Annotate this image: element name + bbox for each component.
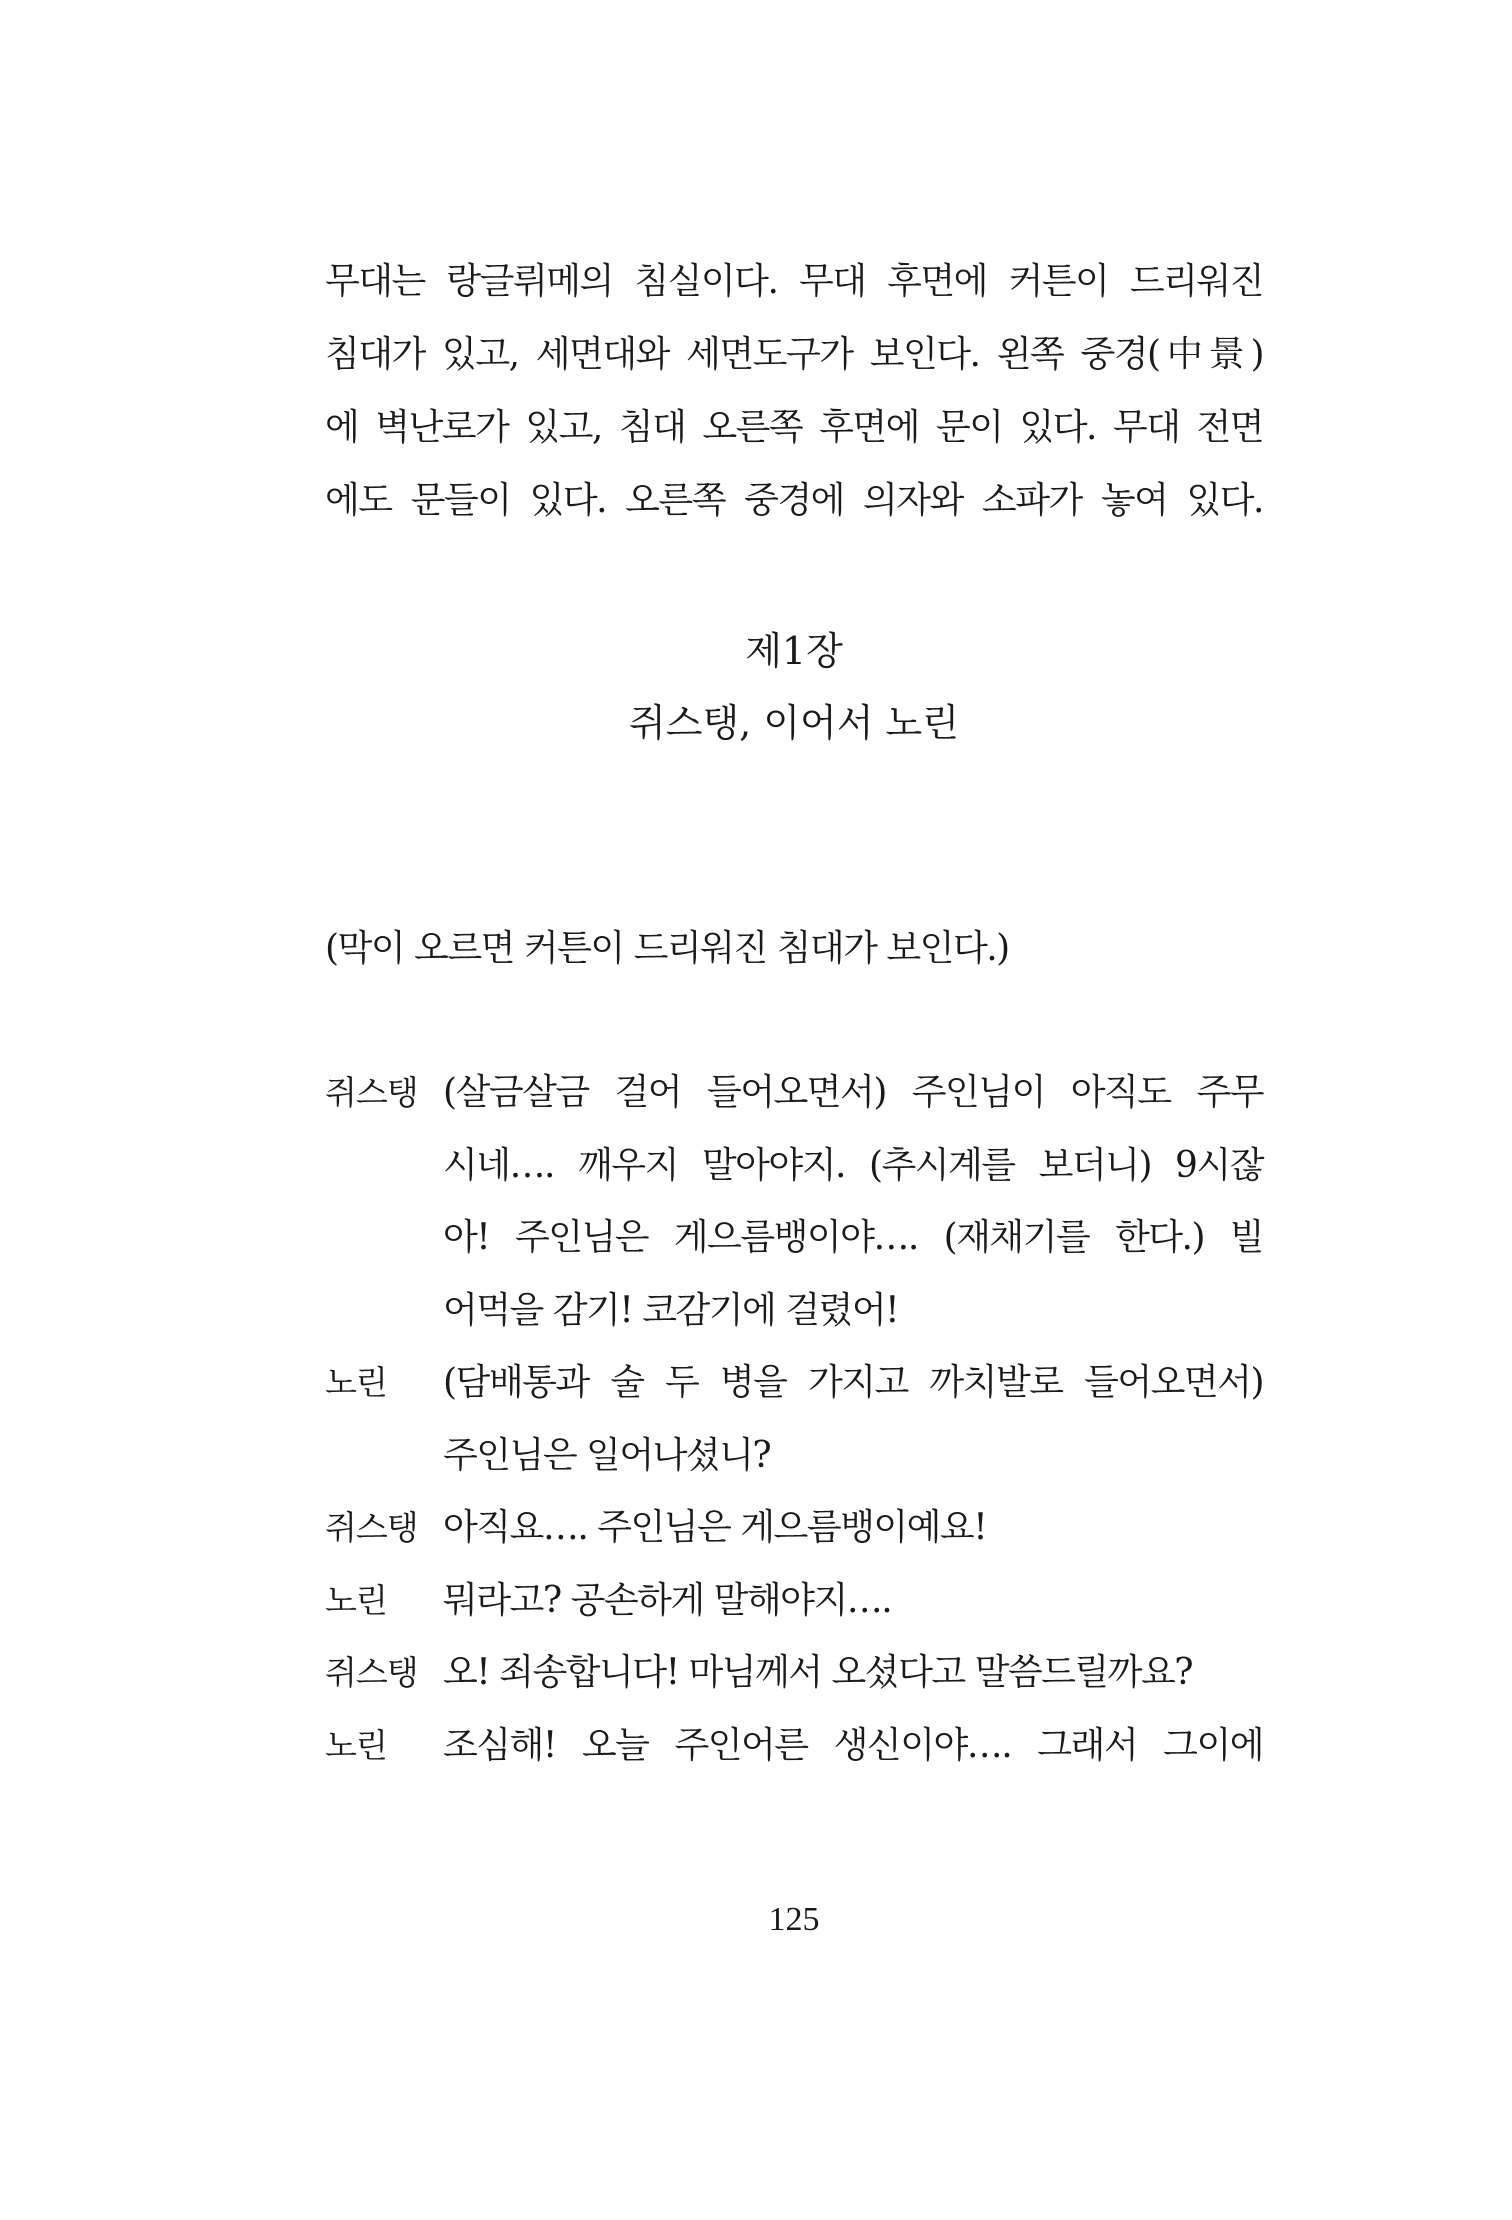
dialogue-entry	[325, 1710, 1263, 1783]
speech-line: 아! 주인님은 게으름뱅이야…. (재채기를 한다.) 빌	[443, 1217, 1263, 1258]
speech-text	[443, 1637, 1263, 1710]
speech-text	[443, 1057, 1263, 1347]
book-page	[325, 0, 1263, 2220]
speaker-name: 쥐스탱	[325, 1073, 418, 1112]
scene-title: 쥐스탱, 이어서 노린	[629, 701, 959, 745]
speech-line: 시네…. 깨우지 말아야지. (추시계를 보더니) 9시잖	[443, 1144, 1263, 1186]
speech-line: 어먹을 감기! 코감기에 걸렸어!	[443, 1289, 899, 1331]
speech-text	[443, 1565, 1263, 1638]
speaker-name: 노린	[325, 1580, 387, 1620]
speech-line: 아직요…. 주인님은 게으름뱅이예요!	[443, 1507, 987, 1548]
speech-line: (담배통과 술 두 병을 가지고 까치발로 들어오면서)	[443, 1362, 1263, 1403]
speech-line: 조심해! 오늘 주인어른 생신이야…. 그래서 그이에	[443, 1724, 1263, 1766]
dialogue-entry	[325, 1057, 1263, 1347]
dialogue-entry	[325, 1637, 1263, 1710]
speech-line: 뭐라고? 공손하게 말해야지….	[443, 1579, 892, 1621]
dialogue-entry	[325, 1347, 1263, 1492]
speech-line: 오! 죄송합니다! 마님께서 오셨다고 말씀드릴까요?	[443, 1652, 1193, 1693]
stage-description-line: 에 벽난로가 있고, 침대 오른쪽 후면에 문이 있다. 무대 전면	[325, 407, 1263, 448]
dialogue-entry	[325, 1492, 1263, 1565]
speaker-name: 노린	[325, 1363, 387, 1402]
speaker-name: 쥐스탱	[325, 1508, 418, 1547]
speech-line: (살금살금 걸어 들어오면서) 주인님이 아직도 주무	[443, 1072, 1263, 1113]
stage-description-line: 무대는 랑글뤼메의 침실이다. 무대 후면에 커튼이 드리워진	[325, 261, 1263, 302]
speaker-name: 쥐스탱	[325, 1653, 418, 1692]
dialogue-entry	[325, 1565, 1263, 1638]
speech-text	[443, 1492, 1263, 1565]
scene-heading	[325, 615, 1263, 759]
speaker-name: 노린	[325, 1725, 387, 1765]
opening-stage-direction: (막이 오르면 커튼이 드리워진 침대가 보인다.)	[325, 928, 1009, 969]
speech-text	[443, 1347, 1263, 1492]
page-number: 125	[768, 1901, 820, 1938]
stage-description	[325, 245, 1263, 537]
scene-number: 제1장	[745, 629, 843, 673]
speech-line: 주인님은 일어나셨니?	[443, 1434, 771, 1476]
stage-description-line: 에도 문들이 있다. 오른쪽 중경에 의자와 소파가 놓여 있다.	[325, 480, 1263, 521]
dialogue-block	[325, 1057, 1263, 1782]
speech-text	[443, 1710, 1263, 1783]
stage-description-line: 침대가 있고, 세면대와 세면도구가 보인다. 왼쪽 중경(中景)	[325, 334, 1263, 375]
